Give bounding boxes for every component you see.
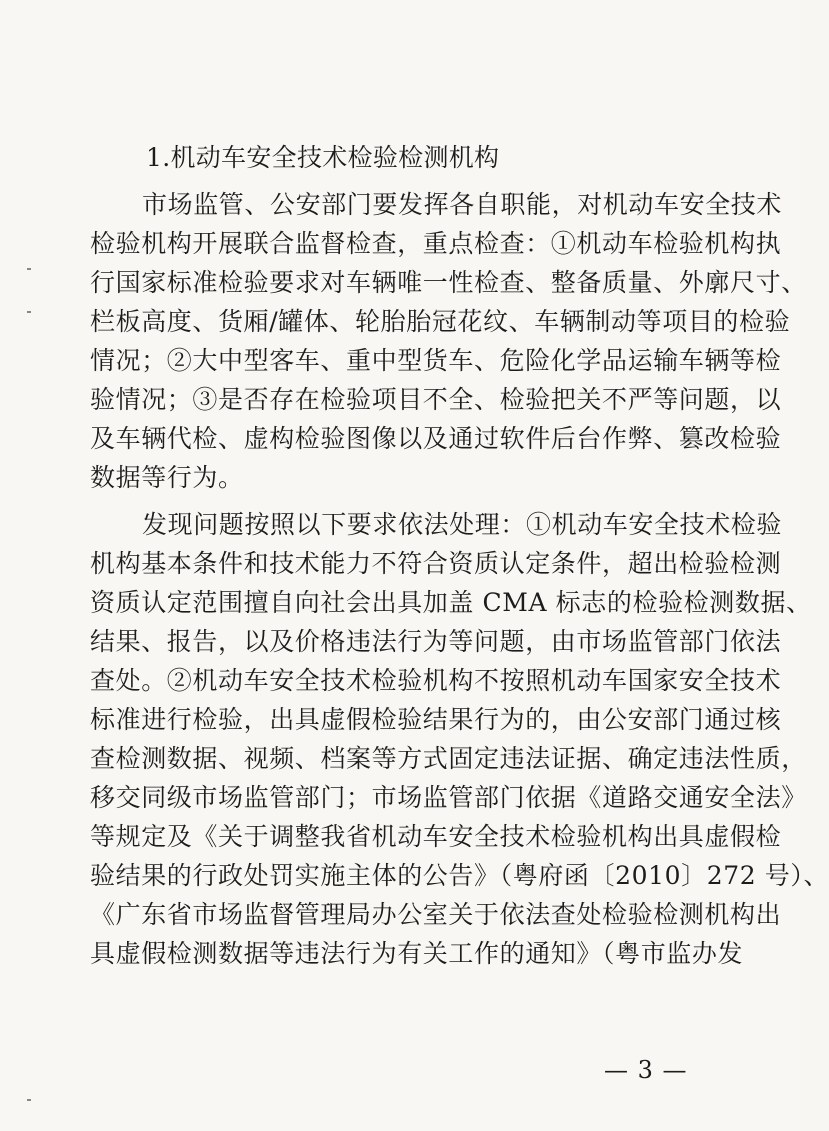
paragraph-line: 查检测数据、视频、档案等方式固定违法证据、确定违法性质， [90,744,807,773]
section-heading: 1.机动车安全技术检验检测机构 [146,143,500,172]
paragraph-handling-requirements [90,505,829,973]
paragraph-line: 验结果的行政处罚实施主体的公告》（粤府函〔2010〕272 号）、 [90,861,829,890]
margin-mark [27,1099,31,1101]
margin-mark [27,268,31,270]
paragraph-line: 查处。②机动车安全技术检验机构不按照机动车国家安全技术 [90,666,782,695]
paragraph-line: 检验机构开展联合监督检查，重点检查：①机动车检验机构执 [90,229,782,258]
paragraph-line: 结果、报告，以及价格违法行为等问题，由市场监管部门依法 [90,627,782,656]
paragraph-line: 机构基本条件和技术能力不符合资质认定条件，超出检验检测 [90,549,782,578]
margin-mark [27,311,31,313]
paragraph-line: 移交同级市场监管部门；市场监管部门依据《道路交通安全法》 [90,783,807,812]
paragraph-line: 栏板高度、货厢/罐体、轮胎胎冠花纹、车辆制动等项目的检验 [90,307,791,336]
paragraph-line: 情况；②大中型客车、重中型货车、危险化学品运输车辆等检 [90,346,782,375]
paragraph-line: 行国家标准检验要求对车辆唯一性检查、整备质量、外廓尺寸、 [90,268,807,297]
page-number: — 3 — [604,1056,688,1084]
paragraph-line: 及车辆代检、虚构检验图像以及通过软件后台作弊、篡改检验 [90,424,782,453]
paragraph-line: 《广东省市场监督管理局办公室关于依法查处检验检测机构出 [90,900,782,929]
paragraph-line: 等规定及《关于调整我省机动车安全技术检验机构出具虚假检 [90,822,782,851]
paragraph-line: 资质认定范围擅自向社会出具加盖 CMA 标志的检验检测数据、 [90,588,812,617]
paragraph-line: 具虚假检测数据等违法行为有关工作的通知》（粤市监办发 [90,939,744,968]
paragraph-line: 验情况；③是否存在检验项目不全、检验把关不严等问题，以 [90,385,782,414]
paragraph-line: 市场监管、公安部门要发挥各自职能，对机动车安全技术 [142,190,783,219]
paragraph-line: 数据等行为。 [90,463,244,492]
document-body [90,140,829,981]
paragraph-inspection-scope [90,185,807,497]
paragraph-line: 发现问题按照以下要求依法处理：①机动车安全技术检验 [142,510,783,539]
paragraph-line: 标准进行检验，出具虚假检验结果行为的，由公安部门通过核 [90,705,782,734]
